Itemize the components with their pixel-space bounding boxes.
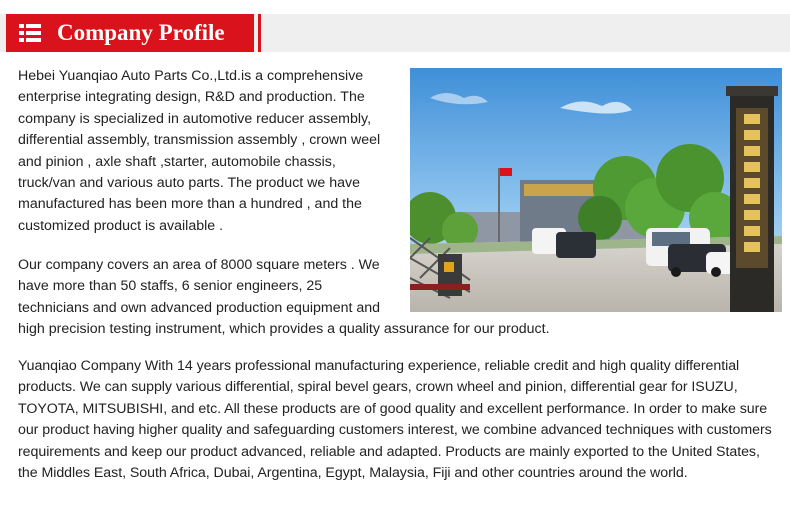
paragraph-line: technicians and own advanced production equipment and xyxy=(18,299,381,316)
header-accent-divider xyxy=(258,14,261,52)
section-header-bar xyxy=(0,14,790,52)
paragraph-line: enterprise integrating design, R&D and production. The xyxy=(18,89,365,106)
paragraph-line: TOYOTA, MITSUBISHI, and etc. All these products are of good quality and excellent performance. In order to make sure xyxy=(18,400,768,417)
paragraph-line: company is specialized in automotive reducer assembly, xyxy=(18,110,372,127)
paragraph-line: differential assembly, transmission assembly , crown weel xyxy=(18,132,381,149)
paragraph-line: our product having higher quality and safeguarding customers interest, we combine advanced techniques with customers xyxy=(18,422,772,439)
paragraph-line: Our company covers an area of 8000 square meters . We xyxy=(18,257,380,273)
section-title-tab xyxy=(6,14,254,52)
paragraph-line: Hebei Yuanqiao Auto Parts Co.,Ltd.is a comprehensive xyxy=(18,68,364,84)
paragraph-line: and pinion , axle shaft ,starter, automobile chassis, xyxy=(18,153,336,170)
facility-paragraph xyxy=(18,255,578,341)
paragraph-line: truck/van and various auto parts. The product we have xyxy=(18,175,361,192)
paragraph-line: Yuanqiao Company With 14 years professional manufacturing experience, reliable credit and high quality differential xyxy=(18,358,740,374)
page-title: Company Profile xyxy=(57,20,225,45)
paragraph-line: requirements and keep our product advanced, reliable and adapted. Products are mainly exported to the United States, xyxy=(18,443,760,460)
paragraph-line: high precision testing instrument, which provides a quality assurance for our product. xyxy=(18,321,550,338)
paragraph-line: products. We can supply various differential, spiral bevel gears, crown wheel and pinion, differential gear for ISUZU, xyxy=(18,379,738,396)
paragraph-line: manufactured has been more than a hundred , and the xyxy=(18,196,362,213)
list-menu-icon xyxy=(19,23,41,43)
paragraph-line: have more than 50 staffs, 6 senior engineers, 25 xyxy=(18,278,323,295)
paragraph-line: customized product is available . xyxy=(18,217,224,234)
experience-paragraph xyxy=(18,356,788,484)
paragraph-line: the Middles East, South Africa, Dubai, Argentina, Egypt, Malaysia, Fiji and other countries around the world. xyxy=(18,465,688,482)
intro-paragraph xyxy=(18,66,400,237)
